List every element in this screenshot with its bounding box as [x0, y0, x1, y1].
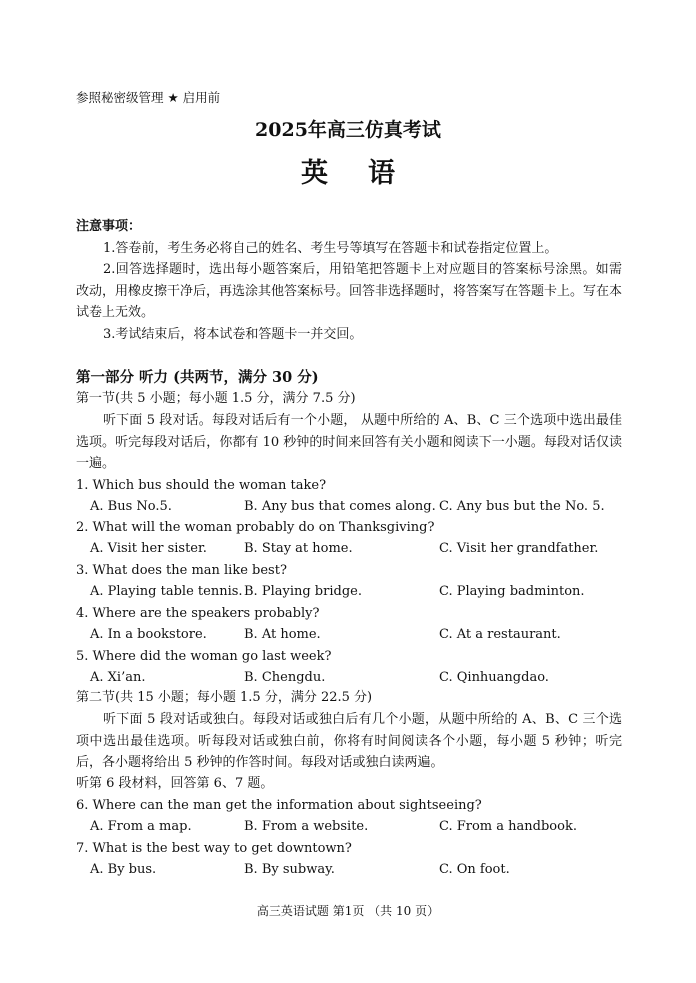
question-7-stem: 7. What is the best way to get downtown?: [76, 841, 352, 856]
question-1-option-c: C. Any bus but the No. 5.: [439, 499, 605, 514]
question-2-option-c: C. Visit her grandfather.: [439, 541, 599, 556]
notice-item-1: 1.答卷前，考生务必将自己的姓名、考生号等填写在答题卡和试卷指定位置上。: [103, 241, 558, 256]
question-3-stem: 3. What does the man like best?: [76, 563, 287, 578]
question-5-option-c: C. Qinhuangdao.: [439, 670, 549, 685]
notice-item-2: 2.回答选择题时，选出每小题答案后，用铅笔把答题卡上对应题目的答案标号涂黑。如需改动，用橡皮擦干净后，再选涂其他答案标号。回答非选择题时，将答案写在答题卡上。写在本试卷上无效。: [76, 262, 623, 320]
question-4-option-c: C. At a restaurant.: [439, 627, 561, 642]
question-5-option-b: B. Chengdu.: [244, 670, 326, 685]
question-4-stem: 4. Where are the speakers probably?: [76, 606, 320, 621]
question-2-option-b: B. Stay at home.: [244, 541, 353, 556]
material-6-note: 听第 6 段材料，回答第 6、7 题。: [76, 776, 274, 791]
notice-item-3: 3.考试结束后，将本试卷和答题卡一并交回。: [103, 327, 363, 342]
exam-title: 2025年高三仿真考试: [255, 119, 441, 141]
subject-title: 英语: [301, 158, 435, 189]
question-5-stem: 5. Where did the woman go last week?: [76, 649, 332, 664]
question-6-stem: 6. Where can the man get the information about sightseeing?: [76, 798, 482, 813]
question-2-option-a: A. Visit her sister.: [90, 541, 207, 556]
question-7-option-b: B. By subway.: [244, 862, 335, 877]
section1-instructions: 听下面 5 段对话。每段对话后有一个小题， 从题中所给的 A、B、C 三个选项中选出最佳选项。听完每段对话后，你都有 10 秒钟的时间来回答有关小题和阅读下一小题。每段对话仅读一遍。: [76, 413, 622, 471]
question-6-option-a: A. From a map.: [90, 819, 192, 834]
confidential-label: 参照秘密级管理 ★ 启用前: [76, 90, 221, 105]
question-2-stem: 2. What will the woman probably do on Thanksgiving?: [76, 520, 435, 535]
section2-instructions: 听下面 5 段对话或独白。每段对话或独白后有几个小题，从题中所给的 A、B、C 三个选项中选出最佳选项。听每段对话或独白前，你将有时间阅读各个小题，每小题 5 秒钟；听完后，各小题将给出 5 秒钟的作答时间。每段对话或独白读两遍。: [76, 712, 622, 770]
notice-heading: 注意事项：: [76, 219, 142, 234]
question-3-option-c: C. Playing badminton.: [439, 584, 585, 599]
page-footer: 高三英语试题 第1页 （共 10 页）: [256, 904, 440, 918]
question-3-option-b: B. Playing bridge.: [244, 584, 362, 599]
question-5-option-a: A. Xi’an.: [90, 670, 146, 685]
question-1-option-b: B. Any bus that comes along.: [244, 499, 436, 514]
part1-heading: 第一部分 听力 (共两节，满分 30 分): [76, 369, 319, 386]
section1-heading: 第一节(共 5 小题；每小题 1.5 分，满分 7.5 分): [76, 391, 356, 406]
question-6-option-c: C. From a handbook.: [439, 819, 577, 834]
question-4-option-b: B. At home.: [244, 627, 321, 642]
question-6-option-b: B. From a website.: [244, 819, 369, 834]
question-4-option-a: A. In a bookstore.: [90, 627, 207, 642]
question-1-option-a: A. Bus No.5.: [90, 499, 172, 514]
question-7-option-c: C. On foot.: [439, 862, 510, 877]
section2-heading: 第二节(共 15 小题；每小题 1.5 分，满分 22.5 分): [76, 690, 373, 705]
question-1-stem: 1. Which bus should the woman take?: [76, 478, 327, 493]
question-3-option-a: A. Playing table tennis.: [90, 584, 243, 599]
question-7-option-a: A. By bus.: [90, 862, 157, 877]
